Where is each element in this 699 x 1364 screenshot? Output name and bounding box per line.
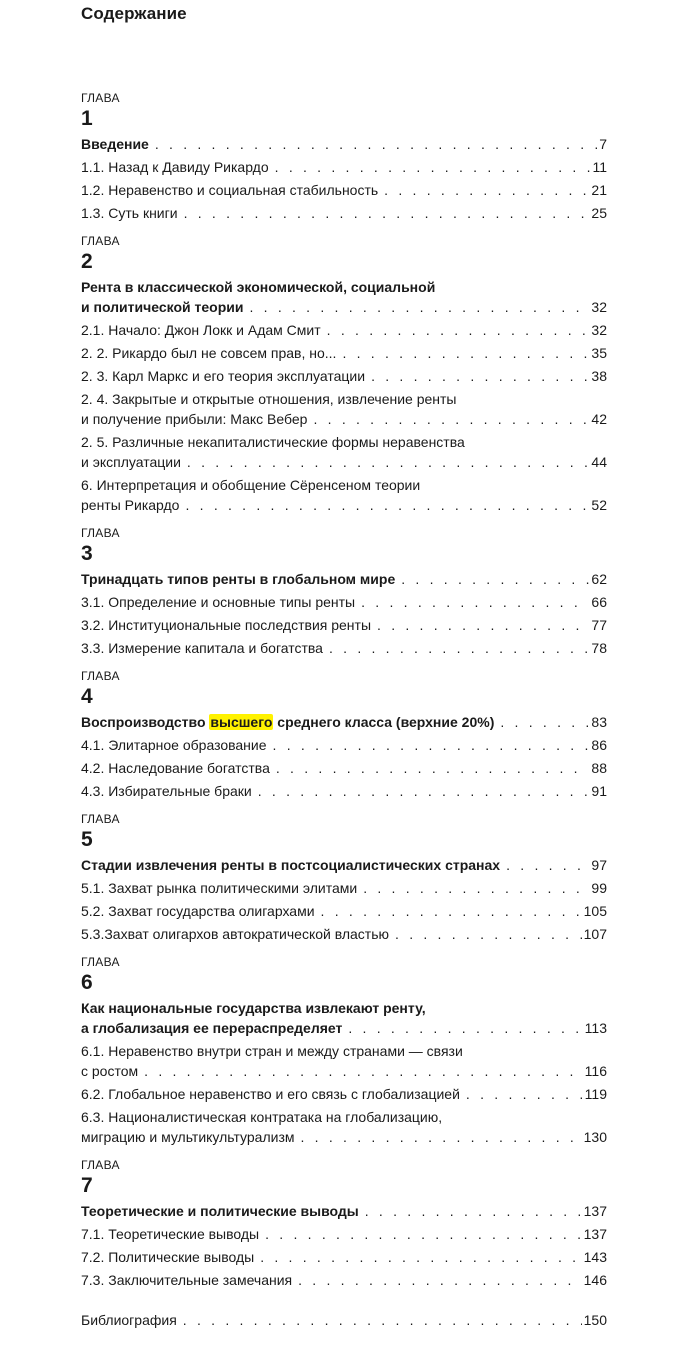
entry-last-line	[81, 1310, 607, 1330]
entry-title: Тринадцать типов ренты в глобальном мире	[81, 571, 396, 587]
entry-title: ренты Рикардо	[81, 497, 180, 513]
section-entry[interactable]	[81, 615, 607, 635]
dot-leader	[329, 638, 589, 658]
bibliography-entry[interactable]	[81, 1310, 607, 1330]
chapter-number: 3	[81, 542, 93, 565]
dot-leader	[183, 1310, 582, 1330]
dot-leader	[275, 157, 591, 177]
chapter-block	[81, 1157, 607, 1290]
page-number: 32	[591, 322, 607, 338]
section-entry[interactable]	[81, 180, 607, 200]
chapter-title-entry[interactable]	[81, 134, 607, 154]
entry-last-line	[81, 638, 607, 658]
page-number: 11	[592, 159, 607, 175]
chapter-label: ГЛАВА	[81, 234, 120, 248]
page-number: 83	[591, 714, 607, 730]
entry-title: 4.3. Избирательные браки	[81, 783, 252, 799]
page-number: 88	[591, 760, 607, 776]
dot-leader	[342, 343, 589, 363]
chapter-label: ГЛАВА	[81, 526, 120, 540]
page-number: 62	[591, 571, 607, 587]
section-entry[interactable]	[81, 1270, 607, 1290]
entry-title: 3.1. Определение и основные типы ренты	[81, 594, 356, 610]
table-of-contents	[81, 90, 607, 1330]
page-number: 99	[591, 880, 607, 896]
chapter-label: ГЛАВА	[81, 955, 120, 969]
dot-leader	[321, 901, 582, 921]
chapter-label: ГЛАВА	[81, 812, 120, 826]
page-number: 130	[583, 1129, 607, 1145]
entry-last-line	[81, 901, 607, 921]
section-entry[interactable]	[81, 475, 607, 515]
entry-title: 1.3. Суть книги	[81, 205, 178, 221]
dot-leader	[506, 855, 589, 875]
page-number: 150	[583, 1312, 607, 1328]
page-number: 105	[583, 903, 607, 919]
entry-last-line	[81, 495, 607, 515]
chapter-label: ГЛАВА	[81, 669, 120, 683]
entry-title: Библиография	[81, 1312, 177, 1328]
entry-last-line	[81, 452, 607, 472]
dot-leader	[395, 924, 582, 944]
dot-leader	[327, 320, 590, 340]
entry-title: 5.2. Захват государства олигархами	[81, 903, 315, 919]
entry-last-line	[81, 297, 607, 317]
chapter-number: 1	[81, 107, 93, 130]
entry-title: 3.2. Институциональные последствия ренты	[81, 617, 372, 633]
dot-leader	[187, 452, 590, 472]
section-entry[interactable]	[81, 343, 607, 363]
section-entry[interactable]	[81, 781, 607, 801]
chapter-number: 2	[81, 250, 93, 273]
chapter-block	[81, 954, 607, 1147]
entry-last-line	[81, 1270, 607, 1290]
entry-last-line	[81, 735, 607, 755]
section-entry[interactable]	[81, 901, 607, 921]
dot-leader	[361, 592, 589, 612]
dot-leader	[144, 1061, 583, 1081]
entry-last-line	[81, 1018, 607, 1038]
entry-title: Введение	[81, 136, 149, 152]
entry-title: и политической теории	[81, 299, 244, 315]
dot-leader	[265, 1224, 582, 1244]
chapter-block	[81, 668, 607, 801]
entry-last-line	[81, 712, 607, 732]
entry-title: 2. 3. Карл Маркс и его теория эксплуатации	[81, 368, 366, 384]
entry-last-line	[81, 180, 607, 200]
page-number: 21	[591, 182, 607, 198]
page-number: 7	[599, 136, 607, 152]
page-number: 113	[584, 1020, 607, 1036]
dot-leader	[273, 735, 590, 755]
dot-leader	[301, 1127, 582, 1147]
highlighted-word: высшего	[210, 714, 273, 730]
section-entry[interactable]	[81, 320, 607, 340]
entry-last-line	[81, 781, 607, 801]
entry-title: 4.1. Элитарное образование	[81, 737, 267, 753]
entry-last-line	[81, 592, 607, 612]
dot-leader	[363, 878, 589, 898]
chapter-title-entry[interactable]	[81, 712, 607, 732]
chapter-number: 5	[81, 828, 93, 851]
chapter-block	[81, 90, 607, 223]
chapter-title-entry[interactable]	[81, 277, 607, 317]
entry-title: миграцию и мультикультурализм	[81, 1129, 295, 1145]
chapter-block	[81, 525, 607, 658]
section-entry[interactable]	[81, 366, 607, 386]
entry-text-line: 6.1. Неравенство внутри стран и между странами — связи	[81, 1043, 463, 1059]
page-number: 44	[591, 454, 607, 470]
entry-title: Теоретические и политические выводы	[81, 1203, 359, 1219]
entry-text-line: 6.3. Националистическая контратака на глобализацию,	[81, 1109, 443, 1125]
section-entry[interactable]	[81, 638, 607, 658]
dot-leader	[260, 1247, 581, 1267]
entry-title: 4.2. Наследование богатства	[81, 760, 270, 776]
entry-last-line	[81, 1201, 607, 1221]
chapter-title-entry[interactable]	[81, 998, 607, 1038]
chapter-number: 6	[81, 971, 93, 994]
entry-title: Стадии извлечения ренты в постсоциалистических странах	[81, 857, 501, 873]
section-entry[interactable]	[81, 157, 607, 177]
entry-title: и получение прибыли: Макс Вебер	[81, 411, 308, 427]
entry-last-line	[81, 1127, 607, 1147]
page-number: 97	[591, 857, 607, 873]
page-number: 38	[591, 368, 607, 384]
entry-last-line	[81, 569, 607, 589]
entry-title: 7.2. Политические выводы	[81, 1249, 255, 1265]
dot-leader	[249, 297, 589, 317]
entry-title: 7.3. Заключительные замечания	[81, 1272, 293, 1288]
entry-title: 5.3.Захват олигархов автократической властью	[81, 926, 390, 942]
chapter-title-entry[interactable]	[81, 1201, 607, 1221]
entry-title: 1.1. Назад к Давиду Рикардо	[81, 159, 269, 175]
entry-text-line: 2. 5. Различные некапиталистические формы неравенства	[81, 434, 465, 450]
section-entry[interactable]	[81, 878, 607, 898]
entry-last-line	[81, 878, 607, 898]
entry-last-line	[81, 320, 607, 340]
section-entry[interactable]	[81, 758, 607, 778]
page-number: 32	[591, 299, 607, 315]
page-number: 78	[591, 640, 607, 656]
page-number: 119	[584, 1086, 607, 1102]
chapter-block	[81, 233, 607, 515]
page-title: Содержание	[81, 4, 187, 23]
dot-leader	[401, 569, 589, 589]
dot-leader	[371, 366, 589, 386]
entry-last-line	[81, 1247, 607, 1267]
page-number: 107	[583, 926, 607, 942]
dot-leader	[466, 1084, 583, 1104]
entry-last-line	[81, 366, 607, 386]
entry-last-line	[81, 157, 607, 177]
dot-leader	[365, 1201, 582, 1221]
dot-leader	[384, 180, 589, 200]
page-number: 137	[583, 1226, 607, 1242]
entry-title: 6.2. Глобальное неравенство и его связь с глобализацией	[81, 1086, 460, 1102]
entry-last-line	[81, 1061, 607, 1081]
section-entry[interactable]	[81, 389, 607, 429]
section-entry[interactable]	[81, 1107, 607, 1147]
entry-title: и эксплуатации	[81, 454, 181, 470]
dot-leader	[184, 203, 590, 223]
entry-last-line	[81, 343, 607, 363]
entry-last-line	[81, 134, 607, 154]
entry-title: 2.1. Начало: Джон Локк и Адам Смит	[81, 322, 321, 338]
section-entry[interactable]	[81, 1084, 607, 1104]
entry-title: а глобализация ее перераспределяет	[81, 1020, 343, 1036]
page-number: 66	[591, 594, 607, 610]
chapter-number: 4	[81, 685, 93, 708]
entry-title: Воспроизводство высшего среднего класса (верхние 20%)	[81, 714, 495, 730]
dot-leader	[298, 1270, 582, 1290]
page-number: 42	[591, 411, 607, 427]
section-entry[interactable]	[81, 1224, 607, 1244]
page-number: 52	[591, 497, 607, 513]
chapter-label: ГЛАВА	[81, 91, 120, 105]
chapter-title-entry[interactable]	[81, 569, 607, 589]
dot-leader	[185, 495, 589, 515]
entry-title: с ростом	[81, 1063, 139, 1079]
dot-leader	[348, 1018, 582, 1038]
section-entry[interactable]	[81, 592, 607, 612]
entry-title: 1.2. Неравенство и социальная стабильность	[81, 182, 379, 198]
entry-title: 3.3. Измерение капитала и богатства	[81, 640, 323, 656]
entry-text-line: Как национальные государства извлекают ренту,	[81, 1000, 426, 1016]
page-number: 143	[583, 1249, 607, 1265]
section-entry[interactable]	[81, 1247, 607, 1267]
page-number: 25	[591, 205, 607, 221]
entry-last-line	[81, 203, 607, 223]
section-entry[interactable]	[81, 432, 607, 472]
page-number: 77	[591, 617, 607, 633]
chapter-title-entry[interactable]	[81, 855, 607, 875]
entry-text-line: Рента в классической экономической, социальной	[81, 279, 436, 295]
section-entry[interactable]	[81, 735, 607, 755]
entry-text-line: 2. 4. Закрытые и открытые отношения, извлечение ренты	[81, 391, 457, 407]
section-entry[interactable]	[81, 924, 607, 944]
section-entry[interactable]	[81, 1041, 607, 1081]
dot-leader	[276, 758, 590, 778]
entry-last-line	[81, 1084, 607, 1104]
dot-leader	[313, 409, 589, 429]
page-number: 146	[583, 1272, 607, 1288]
entry-last-line	[81, 409, 607, 429]
section-entry[interactable]	[81, 203, 607, 223]
chapter-number: 7	[81, 1174, 93, 1197]
entry-title: 5.1. Захват рынка политическими элитами	[81, 880, 358, 896]
entry-text-line: 6. Интерпретация и обобщение Сёренсеном теории	[81, 477, 421, 493]
entry-last-line	[81, 1224, 607, 1244]
dot-leader	[500, 712, 589, 732]
entry-last-line	[81, 924, 607, 944]
page-number: 91	[591, 783, 607, 799]
page-number: 35	[591, 345, 607, 361]
dot-leader	[258, 781, 590, 801]
dot-leader	[377, 615, 589, 635]
chapter-block	[81, 811, 607, 944]
page-number: 86	[591, 737, 607, 753]
entry-last-line	[81, 615, 607, 635]
page-number: 116	[584, 1063, 607, 1079]
page-number: 137	[583, 1203, 607, 1219]
entry-last-line	[81, 855, 607, 875]
entry-title: 2. 2. Рикардо был не совсем прав, но...	[81, 345, 337, 361]
dot-leader	[155, 134, 597, 154]
entry-title: 7.1. Теоретические выводы	[81, 1226, 260, 1242]
entry-last-line	[81, 758, 607, 778]
chapter-label: ГЛАВА	[81, 1158, 120, 1172]
